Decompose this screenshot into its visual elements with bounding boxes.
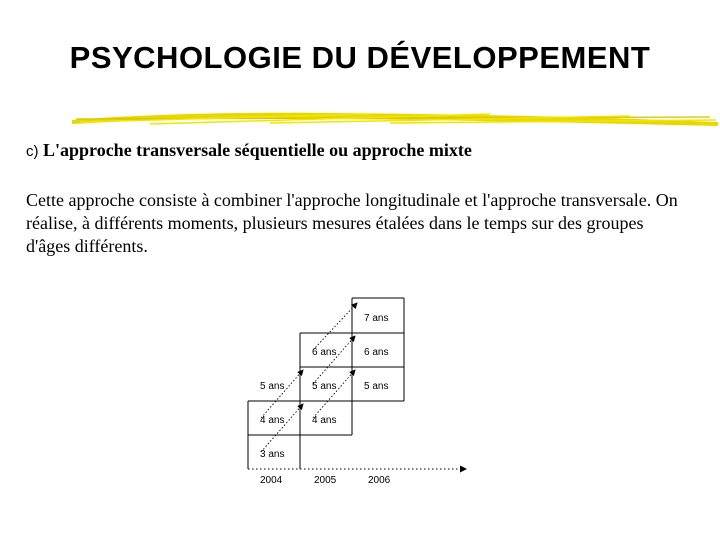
section-heading-text: L'approche transversale séquentielle ou approche mixte [43,140,472,160]
cell-r3c1: 5 ans [260,381,285,392]
cell-r3c2: 5 ans [312,381,337,392]
cell-r3c3: 5 ans [364,381,389,392]
cell-r4c2: 4 ans [312,415,337,426]
cell-r2c2: 6 ans [312,347,337,358]
diagram-cell-labels [260,313,388,460]
slide-title: PSYCHOLOGIE DU DÉVELOPPEMENT [69,40,651,75]
diagram-arrows [261,303,357,452]
year-label: 2004 [260,475,283,486]
body-paragraph: Cette approche consiste à combiner l'approche longitudinale et l'approche transversale. On réalise, à différents moments, plusieurs mesures étalées dans le temps sur des groupes d'âges différents. [26,190,678,256]
cell-r1c3: 7 ans [364,313,389,324]
section-marker: c) [26,143,39,160]
diagram-year-labels [260,475,391,486]
cell-r5c1: 3 ans [260,449,285,460]
cell-r4c1: 4 ans [260,415,285,426]
year-label: 2005 [314,475,337,486]
cell-r2c3: 6 ans [364,347,389,358]
year-label: 2006 [368,475,391,486]
